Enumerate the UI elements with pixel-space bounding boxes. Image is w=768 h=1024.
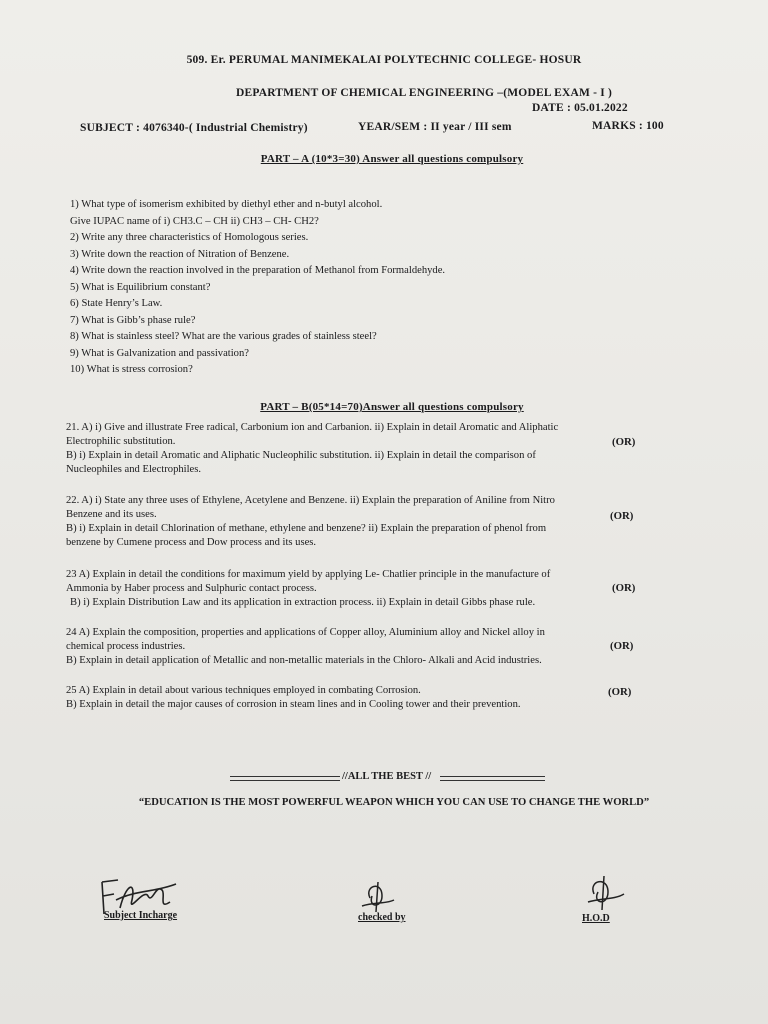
- checked-by-label: checked by: [358, 912, 406, 923]
- q22-line1: 22. A) i) State any three uses of Ethylene, Acetylene and Benzene. ii) Explain the preparation of Aniline from Nitro: [66, 495, 555, 506]
- q22-line2: Benzene and its uses.: [66, 509, 157, 520]
- part-a-title: PART – A (10*3=30) Answer all questions compulsory: [260, 153, 524, 165]
- q22-or: (OR): [610, 510, 634, 522]
- year-sem: YEAR/SEM : II year / III sem: [358, 121, 512, 133]
- q24-line1: 24 A) Explain the composition, properties and applications of Copper alloy, Aluminium alloy and Nickel alloy in: [66, 627, 545, 638]
- all-the-best: //ALL THE BEST //: [342, 771, 432, 782]
- part-b-title: PART – B(05*14=70)Answer all questions compulsory: [260, 401, 524, 413]
- hod-label: H.O.D: [582, 913, 610, 924]
- q23-line3: B) i) Explain Distribution Law and its application in extraction process. ii) Explain in detail Gibbs phase rule.: [70, 597, 536, 608]
- q24-or: (OR): [610, 640, 634, 652]
- question-23: [66, 568, 550, 610]
- college-name: 509. Er. PERUMAL MANIMEKALAI POLYTECHNIC COLLEGE- HOSUR: [186, 54, 582, 66]
- q22-line4: benzene by Cumene process and Dow process and its uses.: [66, 537, 317, 548]
- subject-incharge-label: Subject Incharge: [104, 910, 178, 921]
- marks: MARKS : 100: [592, 120, 664, 132]
- question-22: [66, 494, 555, 550]
- part-a-q1: 1) What type of isomerism exhibited by diethyl ether and n-butyl alcohol.: [70, 199, 383, 210]
- question-21: [66, 421, 558, 477]
- q25-line1: 25 A) Explain in detail about various techniques employed in combating Corrosion.: [66, 685, 421, 696]
- question-25: [66, 684, 521, 712]
- q25-line2: B) Explain in detail the major causes of corrosion in steam lines and in Cooling tower and their prevention.: [66, 699, 521, 710]
- motto-quote: “EDUCATION IS THE MOST POWERFUL WEAPON WHICH YOU CAN USE TO CHANGE THE WORLD”: [138, 797, 650, 808]
- subject-line: SUBJECT : 4076340-( Industrial Chemistry): [80, 122, 308, 134]
- q23-or: (OR): [612, 582, 636, 594]
- q25-or: (OR): [608, 686, 632, 698]
- q22-line3: B) i) Explain in detail Chlorination of methane, ethylene and benzene? ii) Explain the preparation of phenol from: [66, 523, 547, 534]
- q23-line1: 23 A) Explain in detail the conditions for maximum yield by applying Le- Chatlier principle in the manufacture of: [66, 569, 551, 580]
- part-a-q9: 9) What is Galvanization and passivation?: [70, 347, 249, 359]
- part-a-questions: [70, 197, 445, 379]
- q23-line2: Ammonia by Haber process and Sulphuric contact process.: [66, 583, 317, 594]
- q21-line2: Electrophilic substitution.: [66, 436, 176, 447]
- part-a-q2: 2) Write any three characteristics of Homologous series.: [70, 232, 309, 243]
- left-rule: [230, 776, 340, 781]
- question-24: [66, 626, 545, 668]
- part-a-q5: 5) What is Equilibrium constant?: [70, 281, 211, 293]
- q21-line4: Nucleophiles and Electrophiles.: [66, 464, 202, 475]
- part-a-q1b: Give IUPAC name of i) CH3.C – CH ii) CH3 – CH- CH2?: [70, 215, 319, 227]
- signature-scribble-3: [584, 874, 628, 914]
- part-a-q10: 10) What is stress corrosion?: [70, 364, 193, 375]
- q24-line2: chemical process industries.: [66, 641, 186, 652]
- right-rule: [440, 776, 545, 781]
- q21-line1: 21. A) i) Give and illustrate Free radical, Carbonium ion and Carbanion. ii) Explain in detail Aromatic and Aliphatic: [66, 422, 559, 433]
- q21-or: (OR): [612, 436, 636, 448]
- part-a-q3: 3) Write down the reaction of Nitration of Benzene.: [70, 248, 290, 260]
- exam-date: DATE : 05.01.2022: [532, 102, 628, 114]
- part-a-q4: 4) Write down the reaction involved in the preparation of Methanol from Formaldehyde.: [70, 265, 446, 276]
- q21-line3: B) i) Explain in detail Aromatic and Aliphatic Nucleophilic substitution. ii) Explain in detail the comparison of: [66, 450, 536, 461]
- part-a-q6: 6) State Henry’s Law.: [70, 298, 163, 309]
- q24-line3: B) Explain in detail application of Metallic and non-metallic materials in the Chloro- Alkali and Acid industries.: [66, 655, 542, 666]
- part-a-q7: 7) What is Gibb’s phase rule?: [70, 314, 196, 326]
- department-title: DEPARTMENT OF CHEMICAL ENGINEERING –(MODEL EXAM - I ): [235, 87, 613, 99]
- part-a-q8: 8) What is stainless steel? What are the various grades of stainless steel?: [70, 331, 377, 342]
